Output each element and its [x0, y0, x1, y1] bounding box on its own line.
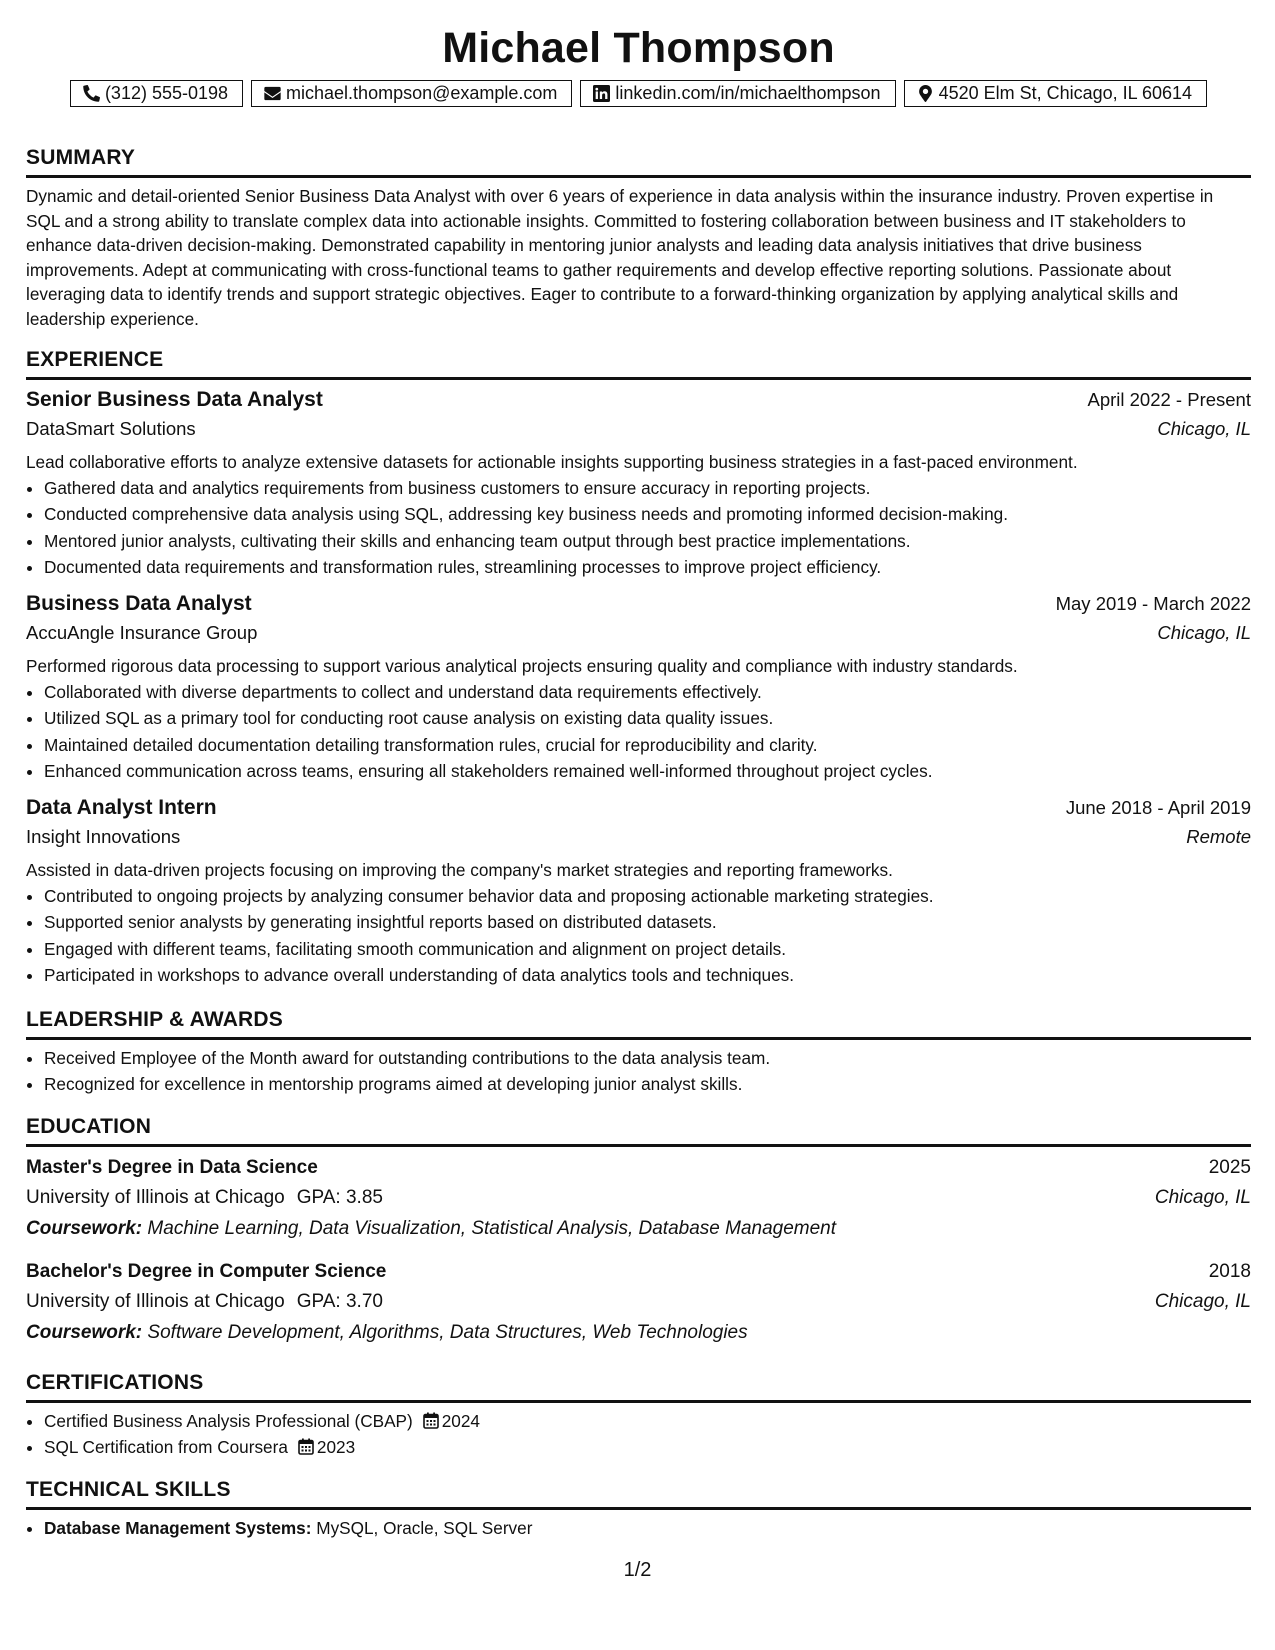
section-title-summary: SUMMARY [26, 145, 1251, 178]
address-text: 4520 Elm St, Chicago, IL 60614 [938, 83, 1193, 103]
job-title: Senior Business Data Analyst [26, 387, 323, 411]
job-description: Performed rigorous data processing to support various analytical projects ensuring quality and compliance with industry standards. [26, 655, 1018, 676]
job-bullets [26, 475, 1251, 581]
list-item [44, 1408, 1251, 1435]
education-entry [26, 1153, 1251, 1244]
skills-section [26, 1477, 1251, 1542]
contact-address [904, 80, 1208, 107]
job-dates: June 2018 - April 2019 [1065, 796, 1251, 818]
certifications-section [26, 1370, 1251, 1461]
list-item [44, 1515, 1251, 1542]
job-location: Remote [1186, 825, 1251, 847]
education-section [26, 1114, 1251, 1348]
list-item: • Maintained detailed documentation detailing transformation rules, crucial for reproducibility and clarity. [44, 732, 1251, 759]
list-item: • Recognized for excellence in mentorship programs aimed at developing junior analyst skills. [44, 1071, 1251, 1098]
company-name: Insight Innovations [26, 825, 181, 847]
leadership-list [26, 1045, 1251, 1098]
job-dates: April 2022 - Present [1087, 388, 1251, 410]
coursework-label: Coursework: [26, 1321, 143, 1343]
job-description: Assisted in data-driven projects focusing on improving the company's market strategies and reporting frameworks. [26, 859, 893, 880]
company-name: DataSmart Solutions [26, 417, 196, 439]
job-bullets [26, 679, 1251, 785]
graduation-year: 2025 [1208, 1156, 1251, 1178]
candidate-name: Michael Thompson [442, 24, 835, 72]
envelope-icon [264, 85, 281, 102]
job-entry [26, 590, 1251, 785]
school-text: University of Illinois at Chicago [26, 1290, 285, 1312]
coursework-text: Machine Learning, Data Visualization, Statistical Analysis, Database Management [147, 1217, 837, 1239]
list-item [44, 1434, 1251, 1461]
coursework-label: Coursework: [26, 1217, 143, 1239]
certification-year: 2024 [441, 1410, 480, 1431]
certification-name: Certified Business Analysis Professional (CBAP) [44, 1410, 413, 1431]
school-location: Chicago, IL [1154, 1186, 1251, 1208]
contact-linkedin[interactable] [580, 80, 895, 107]
linkedin-icon [593, 85, 610, 102]
phone-icon [83, 85, 100, 102]
certification-year: 2023 [316, 1437, 356, 1458]
list-item: • Mentored junior analysts, cultivating their skills and enhancing team output through best practice implementations. [44, 528, 1251, 555]
coursework [26, 1214, 1251, 1244]
map-marker-icon [917, 85, 934, 102]
job-title: Business Data Analyst [26, 591, 252, 615]
job-location: Chicago, IL [1157, 621, 1251, 643]
contact-email[interactable] [251, 80, 572, 107]
job-location: Chicago, IL [1157, 417, 1251, 439]
skills-list [26, 1515, 1251, 1542]
school-name [26, 1287, 383, 1317]
calendar-icon [298, 1438, 314, 1455]
calendar-icon [423, 1412, 439, 1429]
certifications-list [26, 1408, 1251, 1461]
coursework-text: Software Development, Algorithms, Data Structures, Web Technologies [147, 1321, 748, 1343]
list-item: • Engaged with different teams, facilitating smooth communication and alignment on project details. [44, 936, 1251, 963]
section-title-experience: EXPERIENCE [26, 347, 1251, 380]
school-text: University of Illinois at Chicago [26, 1186, 285, 1208]
contact-bar [26, 80, 1251, 107]
leadership-section [26, 1007, 1251, 1098]
certification-name: SQL Certification from Coursera [44, 1437, 288, 1458]
list-item: • Conducted comprehensive data analysis using SQL, addressing key business needs and promoting informed decision-making. [44, 501, 1251, 528]
summary-text: Dynamic and detail-oriented Senior Business Data Analyst with over 6 years of experience in data analysis within the insurance industry. Proven expertise in SQL and a strong ability to translate complex data into actionable insights. Committed to fostering collaboration between business and IT stakeholders to enhance data-driven decision-making. Demonstrated capability in mentoring junior analysts and leading data analysis initiatives that drive business improvements. Adept at communicating with cross-functional teams to gather requirements and develop effective reporting solutions. Passionate about leveraging data to identify trends and support strategic objectives. Eager to contribute to a forward-thinking organization by applying analytical skills and leadership experience. [26, 186, 1214, 329]
school-location: Chicago, IL [1154, 1290, 1251, 1312]
linkedin-text: linkedin.com/in/michaelthompson [615, 83, 881, 103]
section-title-certifications: CERTIFICATIONS [26, 1370, 1251, 1403]
list-item: • Participated in workshops to advance overall understanding of data analytics tools and techniques. [44, 962, 1251, 989]
skill-category: Database Management Systems: [44, 1517, 312, 1538]
list-item: • Documented data requirements and transformation rules, streamlining processes to improve project efficiency. [44, 554, 1251, 581]
phone-text: (312) 555-0198 [104, 83, 229, 103]
job-title: Data Analyst Intern [26, 795, 217, 819]
job-bullets [26, 883, 1251, 989]
section-title-education: EDUCATION [26, 1114, 1251, 1147]
list-item: • Received Employee of the Month award for outstanding contributions to the data analysis team. [44, 1045, 1251, 1072]
experience-section [26, 347, 1251, 989]
page-number: 1/2 [623, 1559, 652, 1581]
company-name: AccuAngle Insurance Group [26, 621, 258, 643]
education-entry [26, 1257, 1251, 1348]
list-item: • Contributed to ongoing projects by analyzing consumer behavior data and proposing actionable marketing strategies. [44, 883, 1251, 910]
coursework [26, 1318, 1251, 1348]
section-title-leadership: LEADERSHIP & AWARDS [26, 1007, 1251, 1040]
section-title-skills: TECHNICAL SKILLS [26, 1477, 1251, 1510]
list-item: • Supported senior analysts by generating insightful reports based on distributed datasets. [44, 909, 1251, 936]
gpa: GPA: 3.70 [296, 1290, 383, 1312]
list-item: • Enhanced communication across teams, ensuring all stakeholders remained well-informed throughout project cycles. [44, 758, 1251, 785]
job-description: Lead collaborative efforts to analyze extensive datasets for actionable insights supporting business strategies in a fast-paced environment. [26, 451, 1078, 472]
email-text: michael.thompson@example.com [286, 83, 558, 103]
summary-section [26, 145, 1251, 332]
graduation-year: 2018 [1208, 1260, 1251, 1282]
list-item: • Gathered data and analytics requirements from business customers to ensure accuracy in reporting projects. [44, 475, 1251, 502]
list-item: • Collaborated with diverse departments to collect and understand data requirements effectively. [44, 679, 1251, 706]
gpa: GPA: 3.85 [296, 1186, 383, 1208]
skill-values: MySQL, Oracle, SQL Server [316, 1517, 533, 1538]
degree-name: Master's Degree in Data Science [26, 1156, 318, 1178]
job-entry [26, 794, 1251, 989]
resume-page [26, 0, 1251, 1541]
school-name [26, 1183, 383, 1213]
degree-name: Bachelor's Degree in Computer Science [26, 1260, 387, 1282]
list-item: • Utilized SQL as a primary tool for conducting root cause analysis on existing data quality issues. [44, 705, 1251, 732]
job-entry [26, 386, 1251, 581]
contact-phone [70, 80, 243, 107]
job-dates: May 2019 - March 2022 [1055, 592, 1251, 614]
